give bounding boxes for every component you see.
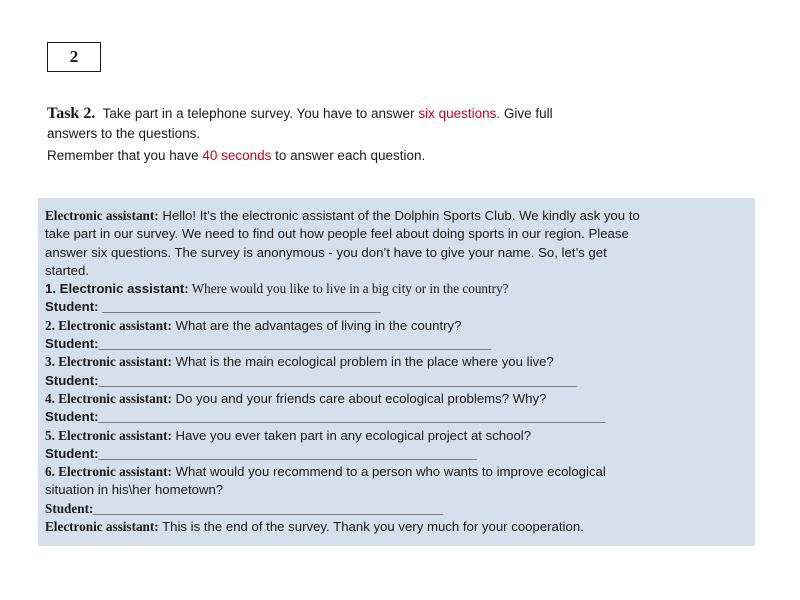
intro-line-2: take part in our survey. We need to find out how people feel about doing sports in our region. Please <box>45 226 629 242</box>
task-highlight-six-questions: six questions. <box>418 106 501 121</box>
task-instructions <box>47 104 707 166</box>
student-4-label: Student: <box>45 409 99 425</box>
student-6-answer-line[interactable]: _________________________________________________ <box>93 500 443 516</box>
task-highlight-40-seconds: 40 seconds <box>202 148 272 163</box>
student-3-answer-line[interactable]: ___________________________________________________________________ <box>98 372 577 388</box>
outro-text: This is the end of the survey. Thank you very much for your cooperation. <box>158 519 584 535</box>
survey-dialogue-box <box>38 198 755 546</box>
question-4-number: 4. <box>45 390 59 406</box>
question-4-text: Do you and your friends care about ecological problems? Why? <box>171 390 547 406</box>
outro-speaker-label: Electronic assistant: <box>45 519 159 535</box>
student-1-answer-line[interactable]: _______________________________________ <box>102 299 381 315</box>
question-6-number: 6. <box>45 464 59 480</box>
question-2 <box>45 317 747 335</box>
intro-line-3: answer six questions. The survey is anonymous - you don’t have to give your name. So, let’s get <box>45 244 607 260</box>
question-6 <box>45 463 747 500</box>
question-1-text: Where would you like to live in a big city or in the country? <box>188 281 509 297</box>
question-3-text: What is the main ecological problem in the place where you live? <box>171 354 554 370</box>
question-3-speaker-label: Electronic assistant: <box>58 354 172 370</box>
task-text-1b: Give full <box>500 106 553 121</box>
question-1-speaker-label: Electronic assistant: <box>59 281 189 297</box>
question-2-number: 2. <box>45 317 59 333</box>
task-line-1 <box>47 104 707 124</box>
task-text-2: answers to the questions. <box>47 126 201 141</box>
question-2-speaker-label: Electronic assistant: <box>58 317 172 333</box>
task-number: 2 <box>69 47 79 66</box>
question-5-text: Have you ever taken part in any ecological project at school? <box>171 427 532 443</box>
student-5-answer-line[interactable]: _____________________________________________________ <box>98 445 477 461</box>
student-answer-2[interactable] <box>45 335 747 353</box>
student-4-answer-line[interactable]: _______________________________________________________________________ <box>98 409 606 425</box>
student-1-label: Student: <box>45 299 103 315</box>
intro-speaker-label: Electronic assistant: <box>45 208 159 223</box>
question-3 <box>45 353 747 371</box>
question-1 <box>45 280 747 298</box>
question-6-text-line-1: What would you recommend to a person who wants to improve ecological <box>171 464 606 480</box>
intro-line-4: started. <box>45 262 89 278</box>
question-4-speaker-label: Electronic assistant: <box>58 390 172 406</box>
survey-intro <box>45 207 747 280</box>
intro-line-1: Hello! It’s the electronic assistant of the Dolphin Sports Club. We kindly ask you to <box>158 208 640 223</box>
question-4 <box>45 390 747 408</box>
student-2-label: Student: <box>45 336 99 352</box>
task-line-2 <box>47 124 707 144</box>
student-answer-4[interactable] <box>45 408 747 426</box>
task-text-1a: Take part in a telephone survey. You have to answer <box>102 106 419 121</box>
survey-outro <box>45 518 747 536</box>
task-number-box <box>47 42 101 72</box>
student-2-answer-line[interactable]: _______________________________________________________ <box>98 336 491 352</box>
task-text-3b: to answer each question. <box>271 148 426 163</box>
question-1-number: 1. <box>45 281 60 297</box>
student-5-label: Student: <box>45 445 99 461</box>
student-answer-1[interactable] <box>45 298 747 316</box>
question-6-speaker-label: Electronic assistant: <box>58 464 172 480</box>
question-5 <box>45 427 747 445</box>
question-2-text: What are the advantages of living in the country? <box>171 317 462 333</box>
task-line-3 <box>47 146 707 166</box>
question-5-speaker-label: Electronic assistant: <box>58 427 172 443</box>
student-3-label: Student: <box>45 372 99 388</box>
student-answer-3[interactable] <box>45 372 747 390</box>
question-5-number: 5. <box>45 427 59 443</box>
question-3-number: 3. <box>45 354 59 370</box>
student-answer-6[interactable] <box>45 500 747 518</box>
task-label: Task 2. <box>47 105 96 122</box>
student-6-label: Student: <box>45 500 94 516</box>
task-text-3a: Remember that you have <box>47 148 203 163</box>
question-6-text-line-2: situation in his\her hometown? <box>45 482 224 498</box>
student-answer-5[interactable] <box>45 445 747 463</box>
